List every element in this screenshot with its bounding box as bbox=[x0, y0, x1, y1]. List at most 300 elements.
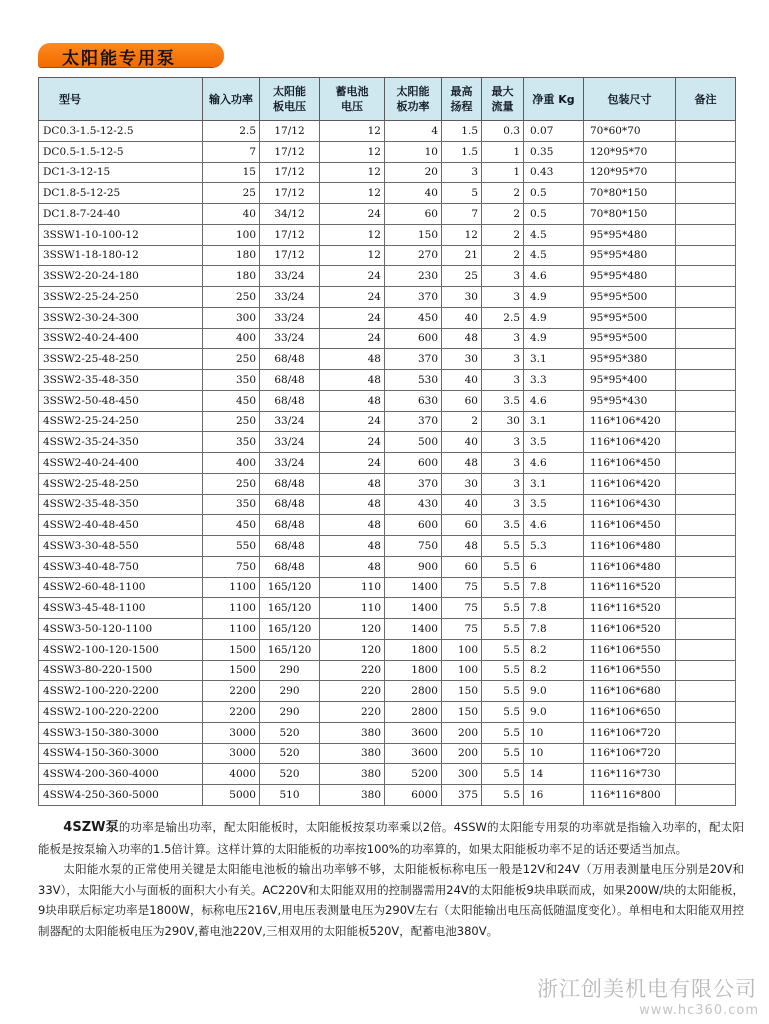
table-row bbox=[39, 619, 736, 640]
cell-net-weight: 0.43 bbox=[524, 162, 584, 183]
cell-panel-power: 1400 bbox=[385, 598, 442, 619]
cell-max-flow: 5.5 bbox=[482, 743, 524, 764]
header-panel-power: 太阳能 板功率 bbox=[385, 78, 442, 121]
cell-package-size: 95*95*480 bbox=[584, 224, 676, 245]
cell-max-flow: 5.5 bbox=[482, 619, 524, 640]
cell-max-head: 100 bbox=[442, 639, 482, 660]
cell-remarks bbox=[676, 307, 736, 328]
cell-panel-voltage: 165/120 bbox=[260, 639, 320, 660]
cell-battery-voltage: 220 bbox=[320, 702, 385, 723]
cell-max-flow: 3 bbox=[482, 453, 524, 474]
cell-battery-voltage: 12 bbox=[320, 141, 385, 162]
header-panel-voltage: 太阳能 板电压 bbox=[260, 78, 320, 121]
cell-remarks bbox=[676, 722, 736, 743]
cell-net-weight: 4.9 bbox=[524, 287, 584, 308]
cell-panel-power: 1400 bbox=[385, 619, 442, 640]
cell-model: 4SSW4-250-360-5000 bbox=[39, 785, 203, 806]
cell-model: 4SSW2-100-220-2200 bbox=[39, 702, 203, 723]
cell-max-flow: 5.5 bbox=[482, 681, 524, 702]
cell-package-size: 70*80*150 bbox=[584, 204, 676, 225]
cell-remarks bbox=[676, 598, 736, 619]
table-row bbox=[39, 328, 736, 349]
table-row bbox=[39, 743, 736, 764]
cell-max-head: 60 bbox=[442, 515, 482, 536]
table-row bbox=[39, 266, 736, 287]
cell-model: 4SSW2-25-48-250 bbox=[39, 473, 203, 494]
cell-remarks bbox=[676, 515, 736, 536]
cell-package-size: 116*106*480 bbox=[584, 556, 676, 577]
cell-panel-power: 370 bbox=[385, 349, 442, 370]
cell-panel-power: 1800 bbox=[385, 639, 442, 660]
cell-model: DC1.8-5-12-25 bbox=[39, 183, 203, 204]
cell-model: 4SSW2-40-48-450 bbox=[39, 515, 203, 536]
note-paragraph-1 bbox=[38, 817, 744, 859]
cell-max-head: 30 bbox=[442, 473, 482, 494]
cell-battery-voltage: 120 bbox=[320, 639, 385, 660]
cell-package-size: 95*95*380 bbox=[584, 349, 676, 370]
table-row bbox=[39, 287, 736, 308]
cell-net-weight: 0.5 bbox=[524, 183, 584, 204]
note-highlight: 4SZW泵 bbox=[63, 820, 119, 835]
cell-max-head: 300 bbox=[442, 764, 482, 785]
cell-remarks bbox=[676, 432, 736, 453]
cell-panel-power: 600 bbox=[385, 453, 442, 474]
cell-input-power: 450 bbox=[203, 515, 260, 536]
cell-model: 4SSW4-150-360-3000 bbox=[39, 743, 203, 764]
cell-max-head: 60 bbox=[442, 390, 482, 411]
cell-battery-voltage: 12 bbox=[320, 245, 385, 266]
cell-battery-voltage: 24 bbox=[320, 411, 385, 432]
cell-model: 4SSW2-25-24-250 bbox=[39, 411, 203, 432]
cell-net-weight: 10 bbox=[524, 743, 584, 764]
cell-package-size: 116*116*520 bbox=[584, 577, 676, 598]
cell-remarks bbox=[676, 162, 736, 183]
table-row bbox=[39, 639, 736, 660]
cell-max-head: 5 bbox=[442, 183, 482, 204]
cell-panel-power: 530 bbox=[385, 370, 442, 391]
header-input-power: 输入功率 bbox=[203, 78, 260, 121]
cell-max-head: 3 bbox=[442, 162, 482, 183]
cell-panel-power: 1400 bbox=[385, 577, 442, 598]
cell-remarks bbox=[676, 681, 736, 702]
table-row bbox=[39, 722, 736, 743]
cell-battery-voltage: 380 bbox=[320, 722, 385, 743]
cell-net-weight: 7.8 bbox=[524, 577, 584, 598]
cell-battery-voltage: 24 bbox=[320, 204, 385, 225]
cell-max-head: 200 bbox=[442, 743, 482, 764]
table-row bbox=[39, 515, 736, 536]
table-row bbox=[39, 785, 736, 806]
cell-panel-power: 60 bbox=[385, 204, 442, 225]
cell-remarks bbox=[676, 141, 736, 162]
cell-panel-power: 2800 bbox=[385, 702, 442, 723]
cell-panel-power: 2800 bbox=[385, 681, 442, 702]
cell-input-power: 250 bbox=[203, 287, 260, 308]
table-row bbox=[39, 556, 736, 577]
cell-package-size: 116*106*550 bbox=[584, 639, 676, 660]
cell-panel-voltage: 33/24 bbox=[260, 432, 320, 453]
cell-max-flow: 5.5 bbox=[482, 598, 524, 619]
cell-remarks bbox=[676, 183, 736, 204]
cell-battery-voltage: 380 bbox=[320, 743, 385, 764]
cell-input-power: 250 bbox=[203, 411, 260, 432]
cell-max-head: 2 bbox=[442, 411, 482, 432]
note-paragraph-2 bbox=[38, 859, 744, 941]
cell-max-flow: 2.5 bbox=[482, 307, 524, 328]
cell-model: DC0.5-1.5-12-5 bbox=[39, 141, 203, 162]
cell-input-power: 4000 bbox=[203, 764, 260, 785]
cell-battery-voltage: 110 bbox=[320, 577, 385, 598]
cell-model: 3SSW2-25-24-250 bbox=[39, 287, 203, 308]
cell-input-power: 400 bbox=[203, 453, 260, 474]
cell-panel-voltage: 165/120 bbox=[260, 598, 320, 619]
cell-remarks bbox=[676, 556, 736, 577]
cell-panel-voltage: 520 bbox=[260, 722, 320, 743]
cell-max-head: 1.5 bbox=[442, 141, 482, 162]
table-row bbox=[39, 224, 736, 245]
cell-panel-voltage: 17/12 bbox=[260, 162, 320, 183]
cell-package-size: 116*106*450 bbox=[584, 515, 676, 536]
cell-max-head: 150 bbox=[442, 681, 482, 702]
cell-model: 4SSW3-150-380-3000 bbox=[39, 722, 203, 743]
cell-input-power: 250 bbox=[203, 473, 260, 494]
header-max-flow: 最大 流量 bbox=[482, 78, 524, 121]
cell-net-weight: 8.2 bbox=[524, 639, 584, 660]
cell-panel-voltage: 290 bbox=[260, 702, 320, 723]
cell-battery-voltage: 48 bbox=[320, 370, 385, 391]
cell-remarks bbox=[676, 660, 736, 681]
table-row bbox=[39, 370, 736, 391]
cell-panel-power: 4 bbox=[385, 121, 442, 142]
cell-package-size: 116*106*720 bbox=[584, 722, 676, 743]
table-row bbox=[39, 141, 736, 162]
cell-package-size: 116*106*420 bbox=[584, 411, 676, 432]
cell-max-head: 7 bbox=[442, 204, 482, 225]
cell-panel-power: 500 bbox=[385, 432, 442, 453]
cell-panel-voltage: 290 bbox=[260, 660, 320, 681]
company-name: 浙江创美机电有限公司 bbox=[537, 977, 757, 1001]
cell-panel-voltage: 165/120 bbox=[260, 577, 320, 598]
cell-net-weight: 0.5 bbox=[524, 204, 584, 225]
cell-net-weight: 4.6 bbox=[524, 515, 584, 536]
header-remarks: 备注 bbox=[676, 78, 736, 121]
cell-remarks bbox=[676, 121, 736, 142]
cell-model: 3SSW2-40-24-400 bbox=[39, 328, 203, 349]
cell-net-weight: 4.5 bbox=[524, 245, 584, 266]
cell-input-power: 15 bbox=[203, 162, 260, 183]
cell-max-flow: 3 bbox=[482, 266, 524, 287]
cell-net-weight: 4.6 bbox=[524, 266, 584, 287]
cell-battery-voltage: 24 bbox=[320, 432, 385, 453]
table-row bbox=[39, 660, 736, 681]
cell-max-flow: 5.5 bbox=[482, 785, 524, 806]
cell-net-weight: 4.6 bbox=[524, 390, 584, 411]
cell-battery-voltage: 48 bbox=[320, 536, 385, 557]
cell-input-power: 2200 bbox=[203, 681, 260, 702]
cell-battery-voltage: 24 bbox=[320, 453, 385, 474]
cell-net-weight: 9.0 bbox=[524, 702, 584, 723]
cell-net-weight: 4.5 bbox=[524, 224, 584, 245]
cell-remarks bbox=[676, 245, 736, 266]
cell-max-flow: 30 bbox=[482, 411, 524, 432]
cell-panel-power: 370 bbox=[385, 473, 442, 494]
cell-max-flow: 3 bbox=[482, 432, 524, 453]
cell-panel-power: 230 bbox=[385, 266, 442, 287]
cell-remarks bbox=[676, 639, 736, 660]
cell-net-weight: 0.35 bbox=[524, 141, 584, 162]
cell-panel-voltage: 520 bbox=[260, 764, 320, 785]
cell-package-size: 95*95*400 bbox=[584, 370, 676, 391]
cell-panel-voltage: 33/24 bbox=[260, 287, 320, 308]
cell-input-power: 5000 bbox=[203, 785, 260, 806]
cell-max-flow: 3 bbox=[482, 370, 524, 391]
cell-model: 4SSW2-35-24-350 bbox=[39, 432, 203, 453]
cell-panel-power: 430 bbox=[385, 494, 442, 515]
cell-model: 4SSW2-35-48-350 bbox=[39, 494, 203, 515]
cell-panel-voltage: 68/48 bbox=[260, 390, 320, 411]
cell-input-power: 550 bbox=[203, 536, 260, 557]
cell-net-weight: 10 bbox=[524, 722, 584, 743]
table-row bbox=[39, 432, 736, 453]
cell-remarks bbox=[676, 287, 736, 308]
cell-input-power: 40 bbox=[203, 204, 260, 225]
cell-net-weight: 9.0 bbox=[524, 681, 584, 702]
header-max-head: 最高 扬程 bbox=[442, 78, 482, 121]
cell-panel-voltage: 68/48 bbox=[260, 556, 320, 577]
title-banner bbox=[38, 43, 224, 67]
cell-panel-voltage: 68/48 bbox=[260, 473, 320, 494]
cell-max-head: 30 bbox=[442, 349, 482, 370]
cell-battery-voltage: 24 bbox=[320, 328, 385, 349]
cell-panel-power: 10 bbox=[385, 141, 442, 162]
cell-package-size: 116*106*550 bbox=[584, 660, 676, 681]
cell-remarks bbox=[676, 453, 736, 474]
cell-input-power: 1100 bbox=[203, 577, 260, 598]
cell-model: 4SSW2-40-24-400 bbox=[39, 453, 203, 474]
cell-max-flow: 3.5 bbox=[482, 390, 524, 411]
table-row bbox=[39, 702, 736, 723]
cell-package-size: 116*106*430 bbox=[584, 494, 676, 515]
cell-panel-voltage: 33/24 bbox=[260, 328, 320, 349]
cell-panel-voltage: 33/24 bbox=[260, 266, 320, 287]
cell-net-weight: 3.1 bbox=[524, 349, 584, 370]
cell-max-head: 40 bbox=[442, 494, 482, 515]
cell-max-flow: 2 bbox=[482, 245, 524, 266]
cell-max-flow: 2 bbox=[482, 183, 524, 204]
cell-input-power: 100 bbox=[203, 224, 260, 245]
cell-model: 3SSW2-25-48-250 bbox=[39, 349, 203, 370]
cell-remarks bbox=[676, 224, 736, 245]
cell-battery-voltage: 48 bbox=[320, 494, 385, 515]
cell-battery-voltage: 48 bbox=[320, 515, 385, 536]
cell-input-power: 450 bbox=[203, 390, 260, 411]
cell-net-weight: 14 bbox=[524, 764, 584, 785]
cell-model: DC1.8-7-24-40 bbox=[39, 204, 203, 225]
cell-input-power: 300 bbox=[203, 307, 260, 328]
cell-remarks bbox=[676, 619, 736, 640]
cell-battery-voltage: 380 bbox=[320, 785, 385, 806]
cell-model: 4SSW3-40-48-750 bbox=[39, 556, 203, 577]
cell-input-power: 1500 bbox=[203, 660, 260, 681]
cell-max-head: 40 bbox=[442, 307, 482, 328]
cell-remarks bbox=[676, 785, 736, 806]
cell-package-size: 95*95*430 bbox=[584, 390, 676, 411]
cell-max-head: 100 bbox=[442, 660, 482, 681]
cell-battery-voltage: 12 bbox=[320, 162, 385, 183]
cell-panel-power: 370 bbox=[385, 287, 442, 308]
table-row bbox=[39, 121, 736, 142]
cell-package-size: 95*95*480 bbox=[584, 266, 676, 287]
table-row bbox=[39, 204, 736, 225]
cell-net-weight: 8.2 bbox=[524, 660, 584, 681]
cell-package-size: 116*106*720 bbox=[584, 743, 676, 764]
cell-model: 3SSW1-18-180-12 bbox=[39, 245, 203, 266]
cell-battery-voltage: 24 bbox=[320, 266, 385, 287]
cell-remarks bbox=[676, 349, 736, 370]
cell-package-size: 116*106*480 bbox=[584, 536, 676, 557]
page-title: 太阳能专用泵 bbox=[62, 49, 176, 69]
cell-model: DC1-3-12-15 bbox=[39, 162, 203, 183]
cell-model: 3SSW1-10-100-12 bbox=[39, 224, 203, 245]
cell-max-flow: 5.5 bbox=[482, 764, 524, 785]
cell-battery-voltage: 12 bbox=[320, 224, 385, 245]
cell-max-flow: 3 bbox=[482, 328, 524, 349]
cell-input-power: 750 bbox=[203, 556, 260, 577]
cell-max-head: 75 bbox=[442, 598, 482, 619]
cell-remarks bbox=[676, 204, 736, 225]
cell-panel-voltage: 68/48 bbox=[260, 536, 320, 557]
cell-panel-power: 1800 bbox=[385, 660, 442, 681]
cell-remarks bbox=[676, 328, 736, 349]
cell-panel-power: 20 bbox=[385, 162, 442, 183]
cell-input-power: 25 bbox=[203, 183, 260, 204]
cell-battery-voltage: 110 bbox=[320, 598, 385, 619]
cell-max-head: 40 bbox=[442, 432, 482, 453]
cell-model: DC0.3-1.5-12-2.5 bbox=[39, 121, 203, 142]
cell-max-head: 1.5 bbox=[442, 121, 482, 142]
cell-panel-voltage: 33/24 bbox=[260, 307, 320, 328]
cell-net-weight: 4.9 bbox=[524, 307, 584, 328]
cell-panel-voltage: 68/48 bbox=[260, 494, 320, 515]
cell-panel-voltage: 165/120 bbox=[260, 619, 320, 640]
notes bbox=[38, 817, 744, 941]
cell-net-weight: 3.1 bbox=[524, 411, 584, 432]
table-row bbox=[39, 598, 736, 619]
cell-model: 4SSW2-100-120-1500 bbox=[39, 639, 203, 660]
cell-panel-power: 40 bbox=[385, 183, 442, 204]
cell-panel-voltage: 17/12 bbox=[260, 245, 320, 266]
cell-battery-voltage: 24 bbox=[320, 307, 385, 328]
table-row bbox=[39, 349, 736, 370]
cell-package-size: 116*106*450 bbox=[584, 453, 676, 474]
cell-max-head: 48 bbox=[442, 328, 482, 349]
cell-input-power: 3000 bbox=[203, 722, 260, 743]
cell-battery-voltage: 48 bbox=[320, 473, 385, 494]
cell-input-power: 1100 bbox=[203, 598, 260, 619]
table-row bbox=[39, 764, 736, 785]
cell-panel-voltage: 68/48 bbox=[260, 515, 320, 536]
cell-remarks bbox=[676, 473, 736, 494]
table-row bbox=[39, 536, 736, 557]
header-battery-voltage: 蓄电池 电压 bbox=[320, 78, 385, 121]
cell-panel-voltage: 510 bbox=[260, 785, 320, 806]
cell-panel-voltage: 17/12 bbox=[260, 121, 320, 142]
cell-max-head: 200 bbox=[442, 722, 482, 743]
cell-max-flow: 0.3 bbox=[482, 121, 524, 142]
table-row bbox=[39, 307, 736, 328]
cell-panel-power: 370 bbox=[385, 411, 442, 432]
cell-panel-power: 3600 bbox=[385, 722, 442, 743]
cell-panel-power: 900 bbox=[385, 556, 442, 577]
note-text-2: 太阳能水泵的正常使用关键是太阳能电池板的输出功率够不够，太阳能板标称电压一般是12V和24V（万用表测量电压分别是20V和33V），太阳能大小与面板的面积大小有关。AC220V和太阳能双用的控制器需用24V的太阳能板9块串联而成，如果200W/块的太阳能板，9块串联后标定功率是1800W，标称电压216V,用电压表测量电压为290V左右（太阳能输出电压高低随温度变化）。单相电和太阳能双用控制器配的太阳能板电压为290V,蓄电池220V,三相双用的太阳能板520V，配蓄电池380V。 bbox=[38, 862, 744, 938]
cell-input-power: 400 bbox=[203, 328, 260, 349]
cell-panel-voltage: 520 bbox=[260, 743, 320, 764]
cell-max-flow: 5.5 bbox=[482, 660, 524, 681]
cell-remarks bbox=[676, 266, 736, 287]
cell-max-head: 375 bbox=[442, 785, 482, 806]
cell-package-size: 95*95*480 bbox=[584, 245, 676, 266]
cell-input-power: 1500 bbox=[203, 639, 260, 660]
cell-panel-voltage: 68/48 bbox=[260, 349, 320, 370]
cell-net-weight: 4.6 bbox=[524, 453, 584, 474]
table-row bbox=[39, 411, 736, 432]
spec-table bbox=[38, 77, 736, 806]
cell-model: 4SSW3-30-48-550 bbox=[39, 536, 203, 557]
cell-model: 4SSW3-45-48-1100 bbox=[39, 598, 203, 619]
cell-package-size: 116*106*420 bbox=[584, 432, 676, 453]
cell-input-power: 180 bbox=[203, 266, 260, 287]
cell-package-size: 116*106*420 bbox=[584, 473, 676, 494]
cell-package-size: 70*80*150 bbox=[584, 183, 676, 204]
cell-model: 4SSW3-80-220-1500 bbox=[39, 660, 203, 681]
cell-package-size: 116*106*680 bbox=[584, 681, 676, 702]
table-row bbox=[39, 162, 736, 183]
cell-panel-voltage: 290 bbox=[260, 681, 320, 702]
cell-max-flow: 5.5 bbox=[482, 556, 524, 577]
cell-max-flow: 3 bbox=[482, 494, 524, 515]
cell-package-size: 116*106*650 bbox=[584, 702, 676, 723]
cell-input-power: 7 bbox=[203, 141, 260, 162]
cell-max-head: 60 bbox=[442, 556, 482, 577]
cell-max-flow: 3.5 bbox=[482, 515, 524, 536]
note-text-1: 的功率是输出功率，配太阳能板时，太阳能板按泵功率乘以2倍。4SSW的太阳能专用泵的功率就是指输入功率的，配太阳能板是按泵输入功率的1.5倍计算。这样计算的太阳能板的功率按100%的功率算的，如果太阳能板功率不足的话还要适当加点。 bbox=[38, 820, 744, 856]
cell-model: 4SSW4-200-360-4000 bbox=[39, 764, 203, 785]
cell-remarks bbox=[676, 536, 736, 557]
watermark: www.hc360.com bbox=[639, 1003, 759, 1018]
cell-max-head: 75 bbox=[442, 619, 482, 640]
cell-remarks bbox=[676, 577, 736, 598]
cell-panel-voltage: 17/12 bbox=[260, 224, 320, 245]
cell-max-head: 75 bbox=[442, 577, 482, 598]
cell-net-weight: 7.8 bbox=[524, 619, 584, 640]
cell-panel-power: 450 bbox=[385, 307, 442, 328]
cell-model: 4SSW3-50-120-1100 bbox=[39, 619, 203, 640]
cell-input-power: 1100 bbox=[203, 619, 260, 640]
cell-input-power: 250 bbox=[203, 349, 260, 370]
cell-battery-voltage: 24 bbox=[320, 287, 385, 308]
cell-max-flow: 5.5 bbox=[482, 722, 524, 743]
cell-package-size: 70*60*70 bbox=[584, 121, 676, 142]
cell-battery-voltage: 48 bbox=[320, 390, 385, 411]
cell-max-flow: 5.5 bbox=[482, 536, 524, 557]
cell-max-flow: 1 bbox=[482, 162, 524, 183]
table-row bbox=[39, 245, 736, 266]
cell-model: 4SSW2-60-48-1100 bbox=[39, 577, 203, 598]
cell-panel-voltage: 17/12 bbox=[260, 183, 320, 204]
cell-package-size: 95*95*500 bbox=[584, 307, 676, 328]
cell-net-weight: 4.9 bbox=[524, 328, 584, 349]
cell-max-flow: 3 bbox=[482, 473, 524, 494]
